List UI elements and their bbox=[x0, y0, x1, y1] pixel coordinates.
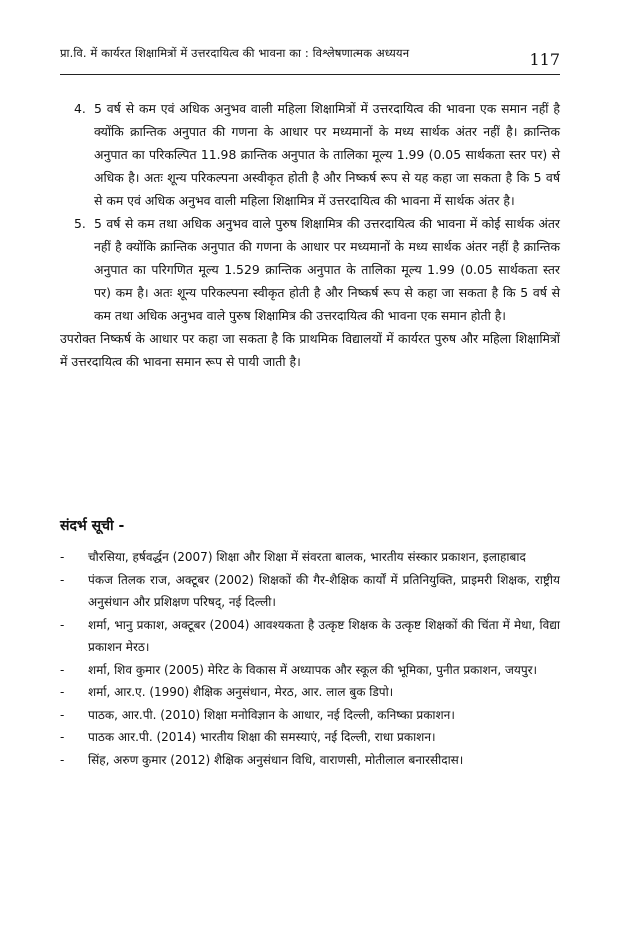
reference-bullet: - bbox=[60, 662, 65, 677]
reference-bullet: - bbox=[60, 752, 65, 767]
header-rule bbox=[60, 74, 560, 75]
reference-text: पाठक आर.पी. (2014) भारतीय शिक्षा की समस्याएं, नई दिल्ली, राधा प्रकाशन। bbox=[88, 730, 436, 744]
reference-bullet: - bbox=[60, 572, 65, 587]
reference-item bbox=[60, 704, 560, 727]
reference-bullet: - bbox=[60, 685, 65, 699]
reference-text: शर्मा, शिव कुमार (2005) मेरिट के विकास में अध्यापक और स्कूल की भूमिका, पुनीत प्रकाशन, जयपुर। bbox=[88, 662, 538, 677]
reference-bullet: - bbox=[60, 617, 65, 632]
reference-bullet: - bbox=[60, 707, 65, 722]
reference-text: पाठक, आर.पी. (2010) शिक्षा मनोविज्ञान के आधार, नई दिल्ली, कनिष्का प्रकाशन। bbox=[88, 707, 455, 722]
finding-item bbox=[60, 212, 560, 327]
finding-number: 5. bbox=[74, 216, 86, 231]
reference-item bbox=[60, 726, 560, 749]
reference-item bbox=[60, 681, 560, 704]
reference-text: शर्मा, आर.ए. (1990) शैक्षिक अनुसंधान, मेरठ, आर. लाल बुक डिपो। bbox=[88, 685, 394, 699]
reference-text: शर्मा, भानु प्रकाश, अक्टूबर (2004) आवश्यकता है उत्कृष्ट शिक्षक के उत्कृष्ट शिक्षकों की चिंता में मेधा, विद्या प्रकाशन मेरठ। bbox=[88, 617, 560, 654]
conclusion-paragraph: उपरोक्त निष्कर्ष के आधार पर कहा जा सकता है कि प्राथमिक विद्यालयों में कार्यरत पुरुष और महिला शिक्षामित्रों में उत्तरदायित्व की भावना समान रूप से पायी जाती है। bbox=[60, 331, 560, 369]
reference-text: चौरसिया, हर्षवर्द्धन (2007) शिक्षा और शिक्षा में संवरता बालक, भारतीय संस्कार प्रकाशन, इलाहाबाद bbox=[88, 550, 526, 564]
references-list bbox=[60, 546, 560, 771]
reference-item bbox=[60, 749, 560, 772]
reference-text: सिंह, अरुण कुमार (2012) शैक्षिक अनुसंधान विधि, वाराणसी, मोतीलाल बनारसीदास। bbox=[88, 752, 464, 767]
finding-text: 5 वर्ष से कम तथा अधिक अनुभव वाले पुरुष शिक्षामित्र की उत्तरदायित्व की भावना में कोई सार्थक अंतर नहीं है क्योंकि क्रान्तिक अनुपात की गणना के आधार पर मध्यमानों के मध्य सार्थक अंतर नहीं है क्रान्तिक अनुपात का परिगणित मूल्य 1.529 क्रान्तिक अनुपात के तालिका मूल्य 1.99 (0.05 सार्थकता स्तर पर) कम है। अतः शून्य परिकल्पना स्वीकृत होती है और निष्कर्ष रूप से कहा जा सकता है कि 5 वर्ष से कम तथा अधिक अनुभव वाले पुरुष शिक्षामित्र की उत्तरदायित्व की भावना एक समान होती है। bbox=[94, 216, 560, 323]
reference-item bbox=[60, 546, 560, 569]
finding-number: 4. bbox=[74, 101, 86, 116]
reference-text: पंकज तिलक राज, अक्टूबर (2002) शिक्षकों की गैर-शैक्षिक कार्यों में प्रतिनियुक्ति, प्राइमरी शिक्षक, राष्ट्रीय अनुसंधान और प्रशिक्षण परिषद्, नई दिल्ली। bbox=[88, 572, 560, 609]
page-number: 117 bbox=[529, 50, 560, 69]
finding-item bbox=[60, 97, 560, 212]
running-header: प्रा.वि. में कार्यरत शिक्षामित्रों में उत्तरदायित्व की भावना का : विश्लेषणात्मक अध्ययन bbox=[60, 46, 410, 60]
reference-bullet: - bbox=[60, 550, 65, 564]
reference-bullet: - bbox=[60, 730, 65, 744]
finding-text: 5 वर्ष से कम एवं अधिक अनुभव वाली महिला शिक्षामित्रों में उत्तरदायित्व की भावना एक समान नहीं है क्योंकि क्रान्तिक अनुपात की गणना के आधार पर मध्यमानों के मध्य सार्थक अंतर नहीं है। क्रान्तिक अनुपात का परिकल्पित 11.98 क्रान्तिक अनुपात के तालिका मूल्य 1.99 (0.05 सार्थकता स्तर पर) से अधिक है। अतः शून्य परिकल्पना अस्वीकृत होती है और निष्कर्ष रूप से यह कहा जा सकता है कि 5 वर्ष से कम एवं अधिक अनुभव वाली महिला शिक्षामित्र में उत्तरदायित्व की भावना में सार्थक अंतर है। bbox=[94, 101, 560, 208]
references-heading: संदर्भ सूची - bbox=[60, 518, 125, 534]
body-text bbox=[60, 97, 560, 373]
reference-item bbox=[60, 659, 560, 682]
reference-item bbox=[60, 614, 560, 659]
reference-item bbox=[60, 569, 560, 614]
